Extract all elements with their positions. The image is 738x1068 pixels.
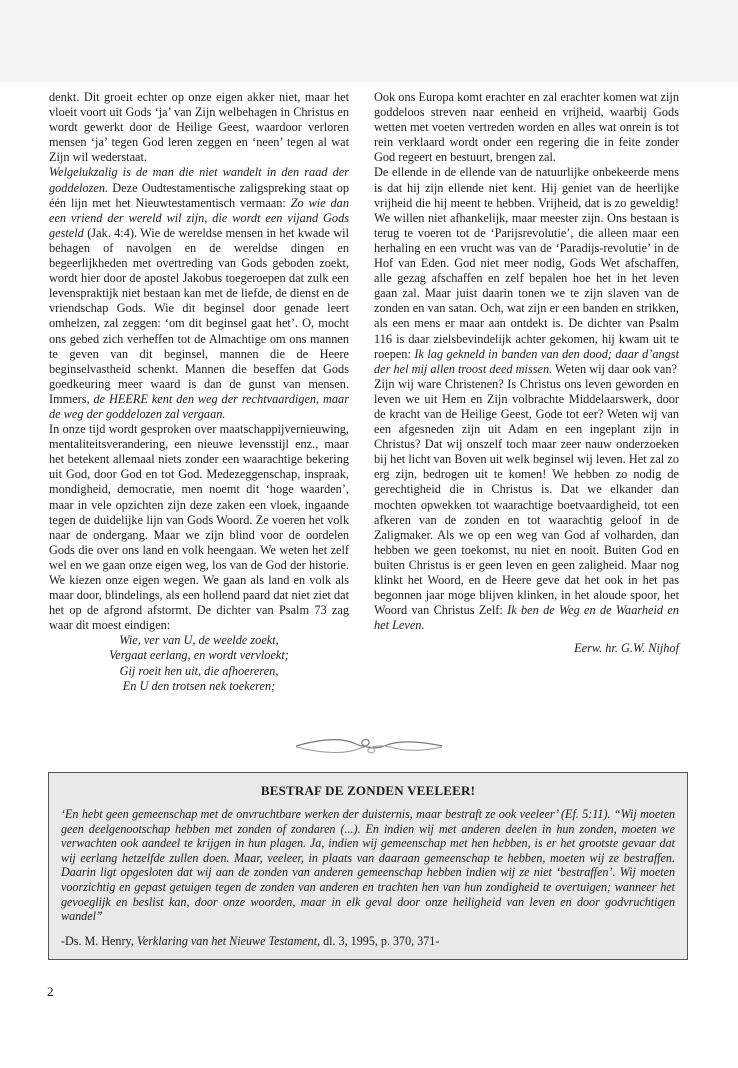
text-run: De ellende in de ellende van de natuurlijke onbekeerde mens is dat hij zijn ellende niet kent. Hij geniet van de heerlijke vrijheid die hij meent te hebben. Vrijheid, dat is zo geweldig! We willen niet afhankelijk, maar meester zijn. Ons bestaan is terug te voeren tot de ‘Parijsrevolutie’, die alleen maar een herhaling en een vrucht was van de ‘Paradijs-revolutie’ in de Hof van Eden. God niet meer nodig, Gods Wet afschaffen, alle gezag afschaffen en zelf bepalen hoe het in het leven gaan zal. Maar juist daarin tonen we te zijn slaven van de zonden en van satan. Och, wat zijn er een banden en strikken, als een mens er maar aan ontdekt is. De dichter van Psalm 116 is daar zielsbevindelijk achter gekomen, hij kwam uit te roepen: bbox=[374, 165, 679, 361]
left-paragraph-2 bbox=[49, 165, 349, 422]
scripture-quote: Zo wie dan een vriend der wereld wil zijn, die wordt een vijand Gods gesteld bbox=[49, 195, 349, 240]
top-margin-shade bbox=[0, 0, 738, 82]
poem-line: En U den trotsen nek toekeren; bbox=[122, 678, 276, 693]
quote-box bbox=[48, 772, 688, 960]
scripture-quote: Ik ben de Weg en de Waarheid en het Leven. bbox=[374, 603, 680, 633]
right-column bbox=[374, 90, 679, 656]
author-signature: Eerw. hr. G.W. Nijhof bbox=[574, 641, 679, 656]
text-line: Christus en wordt gewerkt door de Heilige Geest, bbox=[49, 105, 349, 135]
source-title: Verklaring van het Nieuwe Testament bbox=[136, 933, 318, 948]
box-title: BESTRAF DE ZONDEN VEELEER! bbox=[260, 783, 476, 798]
text-line: en ‘neen’ tegen al wat Zijn wil wederstaat. bbox=[49, 135, 349, 165]
source-author: -Ds. M. Henry, bbox=[61, 933, 137, 948]
left-column bbox=[49, 90, 349, 694]
box-quote-body: ‘En hebt geen gemeenschap met de onvruchtbare werken der duisternis, maar bestraft ze ook veeleer’ (Ef. 5:11). “Wij moeten geen deelgenootschap hebben met zonden of zondaren (...). En indien wij met anderen deelen in hun zonden, moeten we verwachten ook aandeel te krijgen in hun plagen. Ja, indien wij gemeenschap met hen hebben, is er het grootste gevaar dat wij eerlang hetzelfde zullen doen. Maar, veeleer, in plaats van daaraan gemeenschap te hebben, moeten wij ze bestraffen. Daarin ligt opgesloten dat wij aan de zonden van anderen gemeenschap hebben indien wij ze niet ‘bestraffen’. Wij moeten voorzichtig en gepast getuigen tegen de zonden van anderen en trachten hen van hun zondigheid te overtuigen; wanneer het gevoeglijk en beslist kan, door onze woorden, maar in elk geval door onze heiligheid van leven en door godvruchtigen wandel” bbox=[61, 807, 675, 924]
right-paragraph-3 bbox=[374, 377, 679, 634]
text-run: Zijn wij ware Christenen? Is Christus ons leven geworden en leven we uit Hem en Zijn volbrachte Middelaarswerk, door de kracht van de Heilige Geest, Gode tot eer? Weten wij van een afgesneden zijn uit Adam en een ingeplant zijn in Christus? Dat wij onszelf toch maar zeer nauw onderzoeken bij het licht van Boven uit welk beginsel wij leven. Het zal zo erg zijn, bedrogen uit te komen! We hebben zo nodig de gerechtigheid die in Christus is. Dat we elkander dan mochten opwekken tot waarachtige boetvaardigheid, tot een afkeren van de zonden en tot waarachtig geloof in de Zaligmaker. Als we op een weg van God af volharden, dan hebben we geen toekomst, nu niet en nooit. Buiten God en buiten Christus is er geen leven en geen zaligheid. Maar nog klinkt het Woord, en de Heere geve dat het ook in het pas begonnen jaar moge blijven klinken, in het aloude spoor, het Woord van Christus Zelf: bbox=[374, 376, 679, 618]
left-paragraph-3: In onze tijd wordt gesproken over maatschappijvernieuwing, mentaliteitsverandering, een nieuwe levensstijl enz., maar het betekent allemaal niets zonder een waarachtige bekering uit God, door God en tot God. Medezeggenschap, inspraak, mondigheid, democratie, men noemt dit ‘hoge waarden’, maar in vele opzichten zijn deze zaken een vloek, ingaande tegen de duidelijke lijn van Gods Woord. Ze voeren het volk naar de ondergang. Maar we zijn blind voor de oordelen Gods die over ons land en volk heengaan. We weten het zelf wel en we gaan onze eigen weg, los van de God der historie. We kiezen onze eigen wegen. We gaan als land en volk als maar door, blindelings, als een hollend paard dat niet ziet dat het op de afgrond afstormt. De dichter van Psalm 73 zag waar dit moest eindigen: bbox=[49, 422, 349, 633]
source-details: , dl. 3, 1995, p. 370, 371- bbox=[317, 933, 440, 948]
poem-line: Vergaat eerlang, en wordt vervloekt; bbox=[109, 648, 289, 663]
page-number: 2 bbox=[47, 984, 54, 999]
right-paragraph-1: Ook ons Europa komt erachter en zal erachter komen wat zijn goddeloos streven naar eenheid en vrijheid, waarbij Gods wetten met voeten vertreden worden en alles wat onrein is tot rein verklaard wordt onder een regering die in feite zonder God regeert en bestuurt, brengen zal. bbox=[374, 90, 679, 165]
scripture-quote: de HEERE kent den weg der rechtvaardigen, maar de weg der goddelozen zal vergaan. bbox=[49, 391, 349, 421]
text-line: denkt. Dit groeit echter op onze eigen akker niet, maar bbox=[49, 90, 334, 104]
left-paragraph-1 bbox=[49, 90, 349, 165]
psalm-poem bbox=[49, 633, 349, 693]
text-run: Weten wij daar ook van? bbox=[552, 361, 677, 376]
text-line: het vloeit voort uit Gods ‘ja’ van Zijn welbehagen in bbox=[49, 90, 349, 120]
scripture-quote: Ik lag gekneld in banden van den dood; daar d’angst der hel mij allen troost deed missen. bbox=[374, 346, 679, 376]
right-paragraph-2 bbox=[374, 165, 679, 376]
box-source bbox=[61, 934, 675, 949]
text-run: Deze Oudtestamentische zaligspreking staat op één lijn met het Nieuwtestamentisch vermaan: bbox=[49, 180, 349, 210]
text-line: waardoor verloren mensen ‘ja’ tegen God leren zeggen bbox=[49, 120, 349, 150]
ornament-divider-icon bbox=[294, 734, 444, 758]
poem-line: Gij roeit hen uit, die afhoereren, bbox=[119, 663, 279, 678]
text-run: (Jak. 4:4). Wie de wereldse mensen in het kwade wil behagen of navolgen en de wereldse dingen en begeerlijkheden met overtreding van Gods geboden zoekt, wordt hier door de apostel Jakobus toegeroepen dat zulk een levenspraktijk niet bestaan kan met de liefde, de dienst en de vriendschap Gods. Wie dit beginsel door genade leert omhelzen, zal zeggen: ‘om dit beginsel gaat het’. O, mocht ons gebed zich verheffen tot de Almachtige om ons mannen te geven van dit beginsel, mannen die de Heere beginselvastheid schenkt. Mannen die beseffen dat Gods goedkeuring meer waard is dan de gunst van mensen. Immers, bbox=[49, 225, 349, 406]
scripture-quote: Welgelukzalig is de man die niet wandelt in den raad der goddelozen. bbox=[49, 165, 349, 195]
poem-line: Wie, ver van U, de weelde zoekt, bbox=[119, 633, 279, 648]
